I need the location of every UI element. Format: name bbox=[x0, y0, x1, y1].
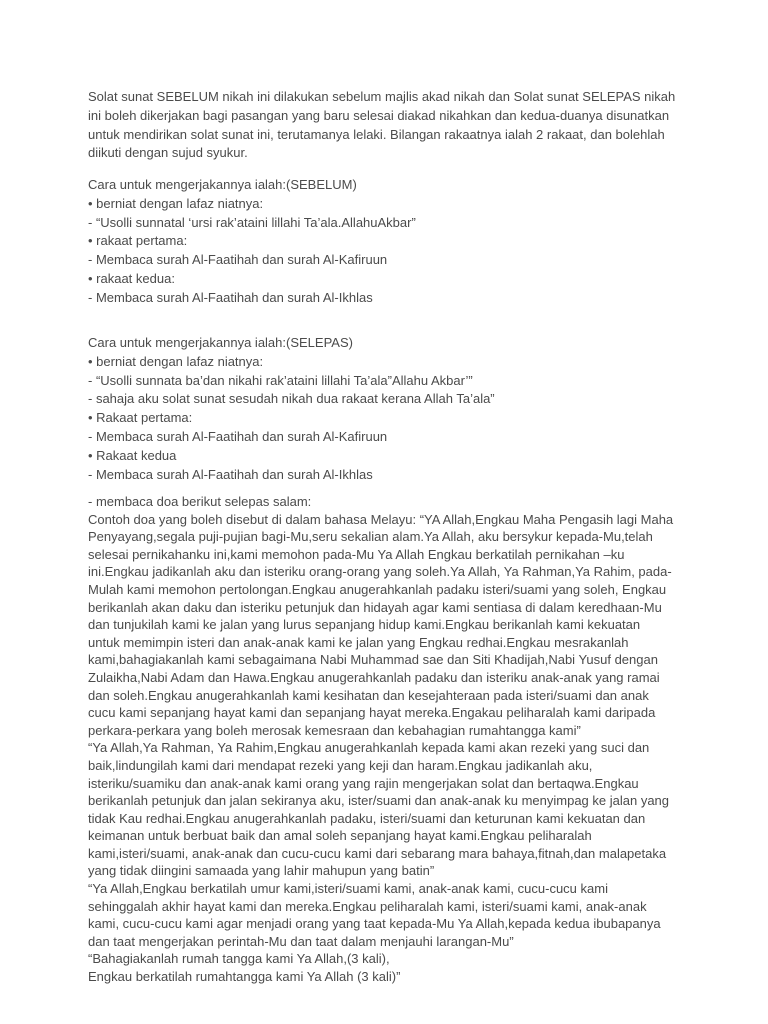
text-line: ini boleh dikerjakan bagi pasangan yang baru selesai diakad nikahkan dan kedua-duanya disunatkan bbox=[88, 107, 670, 123]
text-line: Cara untuk mengerjakannya ialah:(SELEPAS) bbox=[88, 335, 353, 350]
text-line: Engkau berkatilah rumahtangga kami Ya Allah (3 kali)” bbox=[88, 969, 401, 985]
text-line: dan soleh.Engkau anugerahkanlah kami kesihatan dan kesejahteraan pada isteri/suami dan anak bbox=[88, 687, 649, 703]
text-line: dan tunjukilah kami ke jalan yang lurus sepanjang hidup kami.Engkau berikanlah kami kekuatan bbox=[88, 617, 641, 633]
text-line: • rakaat kedua: bbox=[88, 270, 175, 286]
text-line: “Bahagiakanlah rumah tangga kami Ya Allah,(3 kali), bbox=[88, 951, 390, 967]
text-line: Contoh doa yang boleh disebut di dalam bahasa Melayu: “YA Allah,Engkau Maha Pengasih lagi Maha bbox=[88, 511, 674, 527]
text-line: Solat sunat SEBELUM nikah ini dilakukan sebelum majlis akad nikah dan Solat sunat SELEPAS nikah bbox=[88, 89, 676, 104]
text-line: - “Usolli sunnatal ‘ursi rak’ataini lillahi Ta’ala.AllahuAkbar” bbox=[88, 214, 416, 230]
text-line: baik,lindungilah kami dari mendapat rezeki yang keji dan haram.Engkau jadikanlah aku, bbox=[88, 757, 593, 773]
text-line: tidak Kau redhai.Engkau anugerahkanlah padaku, isteri/suami dan keturunan kami kekuatan dan bbox=[88, 810, 646, 826]
text-line: “Ya Allah,Engkau berkatilah umur kami,isteri/suami kami, anak-anak kami, cucu-cucu kami bbox=[88, 881, 608, 897]
text-line: untuk mendirikan solat sunat ini, terutamanya lelaki. Bilangan rakaatnya ialah 2 rakaat, dan bolehlah bbox=[88, 126, 665, 142]
text-line: • Rakaat pertama: bbox=[88, 410, 193, 426]
text-line: Mulah kami memohon pertolongan.Engkau anugerahkanlah padaku isteri/suami yang soleh, Engkau bbox=[88, 581, 667, 597]
text-line: - Membaca surah Al-Faatihah dan surah Al-Ikhlas bbox=[88, 466, 373, 482]
text-line: - membaca doa berikut selepas salam: bbox=[88, 494, 312, 509]
text-line: • rakaat pertama: bbox=[88, 233, 188, 249]
text-line: kami,isteri/suami, anak-anak dan cucu-cucu kami dari sebarang mara bahaya,fitnah,dan malapetaka bbox=[88, 845, 667, 861]
text-line: - Membaca surah Al-Faatihah dan surah Al-Ikhlas bbox=[88, 289, 373, 305]
text-line: diikuti dengan sujud syukur. bbox=[88, 145, 248, 161]
text-line: perkara-perkara yang boleh merosak kemesraan dan kebahagian rumahtangga kami” bbox=[88, 722, 581, 738]
text-line: kami, cucu-cucu kami agar menjadi orang yang taat kepada-Mu Ya Allah,kepada kedua ibubapanya bbox=[88, 916, 661, 932]
text-line: selesai pernikahanku ini,kami memohon pada-Mu Ya Allah Engkau berkatilah pernikahan –ku bbox=[88, 546, 625, 562]
text-line: • Rakaat kedua bbox=[88, 447, 177, 463]
text-line: dan taat mengerjakan perintah-Mu dan taat dalam menjauhi larangan-Mu” bbox=[88, 933, 514, 949]
paragraph-doa bbox=[88, 493, 673, 986]
text-line: keimanan untuk berbuat baik dan amal soleh sepanjang hayat kami.Engkau peliharalah bbox=[88, 828, 592, 844]
text-line: - “Usolli sunnata ba’dan nikahi rak’ataini lillahi Ta’ala”Allahu Akbar’” bbox=[88, 372, 473, 388]
text-line: Penyayang,segala puji-pujian bagi-Mu,seru sekalian alam.Ya Allah, aku bersykur kepada-Mu,telah bbox=[88, 529, 653, 545]
text-line: - Membaca surah Al-Faatihah dan surah Al-Kafiruun bbox=[88, 252, 388, 268]
text-line: Zulaikha,Nabi Adam dan Hawa.Engkau anugerahkanlah padaku dan isteriku anak-anak yang ramai bbox=[88, 669, 660, 685]
text-line: sehinggalah akhir hayat kami dan mereka.Engkau peliharalah kami, isteri/suami kami, anak-anak bbox=[88, 898, 647, 914]
paragraph-selepas-instructions bbox=[88, 334, 495, 484]
text-line: • berniat dengan lafaz niatnya: bbox=[88, 353, 264, 369]
text-line: kami,bahagiakanlah kami sebagaimana Nabi Muhammad sae dan Siti Khadijah,Nabi Yusuf dengan bbox=[88, 652, 658, 668]
paragraph-sebelum-instructions bbox=[88, 176, 416, 308]
text-line: yang tidak diingini samaada yang lahir mahupun yang batin” bbox=[88, 863, 435, 879]
text-line: “Ya Allah,Ya Rahman, Ya Rahim,Engkau anugerahkanlah kepada kami akan rezeki yang suci dan bbox=[88, 740, 650, 756]
paragraph-intro bbox=[88, 88, 675, 163]
text-line: • berniat dengan lafaz niatnya: bbox=[88, 195, 264, 211]
text-line: berikanlah akan daku dan isteriku petunjuk dan hidayah agar kami sentiasa di dalam keredhaan-Mu bbox=[88, 599, 662, 615]
text-line: cucu kami sepanjang hayat kami dan sepanjang hayat mereka.Engakau peliharalah kami daripada bbox=[88, 705, 656, 721]
text-line: berikanlah petunjuk dan jalan sekiranya aku, ister/suami dan anak-anak ku menyimpag ke jalan yang bbox=[88, 793, 670, 809]
text-line: untuk memimpin isteri dan anak-anak kami ke jalan yang Engkau redhai.Engkau mesrakanlah bbox=[88, 634, 629, 650]
text-line: - Membaca surah Al-Faatihah dan surah Al-Kafiruun bbox=[88, 428, 388, 444]
text-line: Cara untuk mengerjakannya ialah:(SEBELUM) bbox=[88, 177, 357, 192]
text-line: - sahaja aku solat sunat sesudah nikah dua rakaat kerana Allah Ta’ala” bbox=[88, 391, 495, 407]
text-line: ini.Engkau jadikanlah aku dan isteriku orang-orang yang soleh.Ya Allah, Ya Rahman,Ya Rahim, pada- bbox=[88, 564, 672, 580]
text-line: isteriku/suamiku dan anak-anak kami orang yang rajin mengerjakan solat dan bertaqwa.Engkau bbox=[88, 775, 639, 791]
